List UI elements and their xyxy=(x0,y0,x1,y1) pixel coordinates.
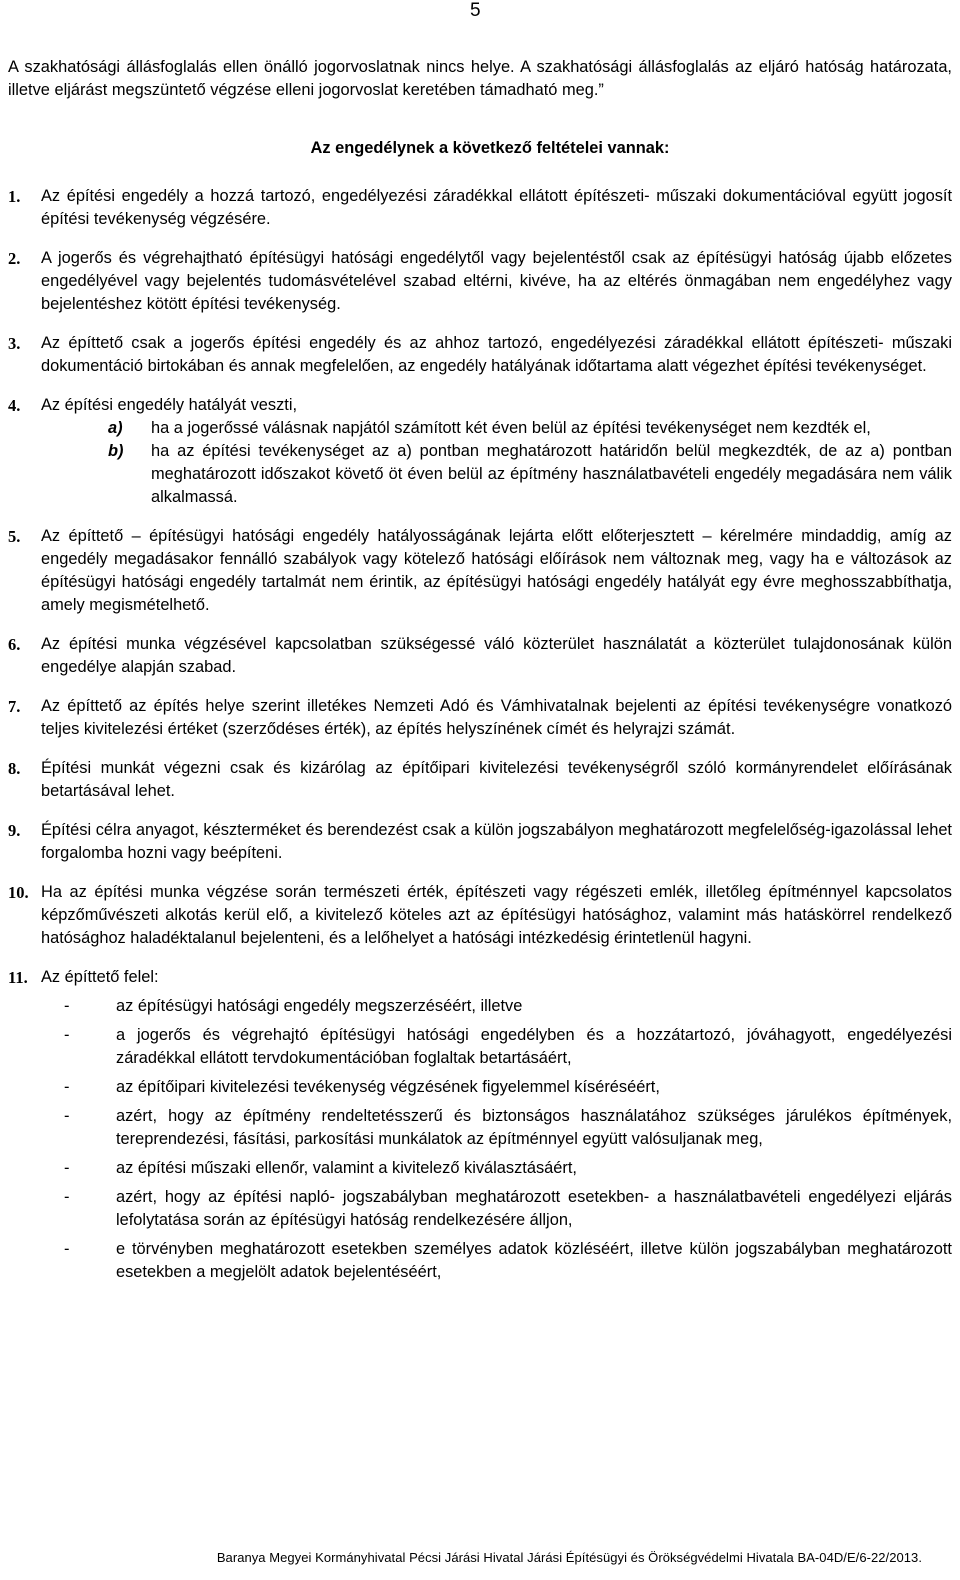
bullet-item xyxy=(41,1186,952,1232)
bullet-item xyxy=(41,1157,952,1180)
bullet-marker: - xyxy=(64,1107,70,1125)
item-text: Az építtető felel: xyxy=(41,968,159,986)
bullet-text: azért, hogy az építmény rendeltetésszerű és biztonságos használatához szükséges járulékos építmények, tereprendezési, fásítási, parkosítási munkálatok az építménnyel együtt valósuljanak meg, xyxy=(116,1107,952,1148)
list-item xyxy=(8,394,952,509)
bullet-marker: - xyxy=(64,997,70,1015)
item-text: Az építési munka végzésével kapcsolatban szükségessé váló közterület használatát a közterület tulajdonosának külön engedélye alapján szabad. xyxy=(41,635,952,676)
list-item xyxy=(8,819,952,865)
sub-item-label: b) xyxy=(108,442,124,460)
item-number: 11. xyxy=(8,968,28,987)
item-number: 1. xyxy=(8,187,21,206)
sub-item-a xyxy=(108,417,952,440)
item-number: 2. xyxy=(8,249,21,268)
item-text: Ha az építési munka végzése során természeti érték, építészeti vagy régészeti emlék, illetőleg építménnyel kapcsolatos képzőművészeti alkotás kerül elő, a kivitelező köteles azt az építésügyi hatósághoz, valamint más hatáskörrel rendelkező hatósághoz haladéktalanul bejelenteni, és a lelőhelyet a hatósági intézkedésig érintetlenül hagyni. xyxy=(41,883,952,947)
bullet-text: azért, hogy az építési napló- jogszabályban meghatározott esetekben- a használatbavételi engedélyezi eljárás lefolytatása során az építésügyi hatóság rendelkezésére álljon, xyxy=(116,1188,952,1229)
sub-item-b xyxy=(108,440,952,509)
bullet-item xyxy=(41,1105,952,1151)
bullet-text: e törvényben meghatározott esetekben személyes adatok közléséért, illetve külön jogszabályban meghatározott esetekben a megjelölt adatok bejelentéséért, xyxy=(116,1240,952,1281)
page-number: 5 xyxy=(470,0,481,21)
list-item xyxy=(8,695,952,741)
item-text: Az építési engedély a hozzá tartozó, engedélyezési záradékkal ellátott építészeti- műszaki dokumentációval együtt jogosít építési tevékenység végzésére. xyxy=(41,187,952,228)
item-number: 10. xyxy=(8,883,29,902)
sub-item-text: ha az építési tevékenységet az a) pontban meghatározott határidőn belül megkezdték, de az a) pontban meghatározott időszakot követő öt éven belül az építmény használatbavételi engedély megadására nem válik alkalmassá. xyxy=(151,442,952,506)
item-number: 9. xyxy=(8,821,21,840)
list-item xyxy=(8,881,952,950)
bullet-item xyxy=(41,995,952,1018)
document-body xyxy=(8,56,952,1300)
bullet-marker: - xyxy=(64,1078,70,1096)
bullet-text: a jogerős és végrehajtó építésügyi hatósági engedélyben és a hozzátartozó, jóváhagyott, engedélyezési záradékkal ellátott tervdokumentációban foglaltak betartásáért, xyxy=(116,1026,952,1067)
item-text: Építési célra anyagot, készterméket és berendezést csak a külön jogszabályon meghatározott megfelelőség-igazolással lehet forgalomba hozni vagy beépíteni. xyxy=(41,821,952,862)
list-item xyxy=(8,247,952,316)
item-number: 8. xyxy=(8,759,21,778)
list-item xyxy=(8,332,952,378)
list-item xyxy=(8,185,952,231)
list-item xyxy=(8,757,952,803)
sub-item-text: ha a jogerőssé válásnak napjától számított két éven belül az építési tevékenységet nem kezdték el, xyxy=(151,419,871,437)
bullet-marker: - xyxy=(64,1159,70,1177)
item-number: 5. xyxy=(8,527,21,546)
bullet-marker: - xyxy=(64,1188,70,1206)
item-text: Az építtető – építésügyi hatósági engedély hatályosságának lejárta előtt előterjesztett – kérelmére mindaddig, amíg az engedély megadásakor fennálló szabályok vagy kötelező hatósági előírások nem változnak meg, vagy ha e változások az építésügyi hatósági engedély tartalmát nem érintik, az építésügyi hatósági engedély hatályát egy évre meghosszabbíthatja, amely megismételhető. xyxy=(41,527,952,614)
item-number: 7. xyxy=(8,697,21,716)
sub-item-label: a) xyxy=(108,419,123,437)
item-number: 6. xyxy=(8,635,21,654)
bullet-item xyxy=(41,1238,952,1284)
bullet-text: az építőipari kivitelezési tevékenység végzésének figyelemmel kíséréséért, xyxy=(116,1078,660,1096)
item-text: Az építtető csak a jogerős építési engedély és az ahhoz tartozó, engedélyezési záradékkal ellátott építészeti- műszaki dokumentáció birtokában és annak megfelelően, az engedély hatályának időtartama alatt végezhet építési tevékenységet. xyxy=(41,334,952,375)
list-item xyxy=(8,633,952,679)
page-footer: Baranya Megyei Kormányhivatal Pécsi Járási Hivatal Járási Építésügyi és Örökségvédelmi Hivatala BA-04D/E/6-22/2013. xyxy=(216,1550,922,1565)
bullet-text: az építésügyi hatósági engedély megszerzéséért, illetve xyxy=(116,997,523,1015)
list-item xyxy=(8,966,952,1284)
item-text: A jogerős és végrehajtható építésügyi hatósági engedélytől vagy bejelentéstől csak az építésügyi hatóság újabb előzetes engedélyével vagy bejelentés tudomásvételével szabad eltérni, kivéve, ha az eltérés önmagában nem engedélyhez vagy bejelentéshez kötött építési tevékenység. xyxy=(41,249,952,313)
bullet-text: az építési műszaki ellenőr, valamint a kivitelező kiválasztásáért, xyxy=(116,1159,577,1177)
bullet-marker: - xyxy=(64,1026,70,1044)
item-text: Építési munkát végezni csak és kizárólag az építőipari kivitelezési tevékenységről szóló kormányrendelet előírásának betartásával lehet. xyxy=(41,759,952,800)
item-number: 4. xyxy=(8,396,21,415)
bullet-item xyxy=(41,1024,952,1070)
section-heading: Az engedélynek a következő feltételei vannak: xyxy=(310,139,670,157)
bullet-marker: - xyxy=(64,1240,70,1258)
intro-paragraph: A szakhatósági állásfoglalás ellen önálló jogorvoslatnak nincs helye. A szakhatósági állásfoglalás az eljáró hatóság határozata, illetve eljárást megszüntető végzése elleni jogorvoslat keretében támadható meg.” xyxy=(8,58,952,99)
item-text: Az építési engedély hatályát veszti, xyxy=(41,396,298,414)
bullet-item xyxy=(41,1076,952,1099)
list-item xyxy=(8,525,952,617)
item-number: 3. xyxy=(8,334,21,353)
item-text: Az építtető az építés helye szerint illetékes Nemzeti Adó és Vámhivatalnak bejelenti az építési tevékenységre vonatkozó teljes kivitelezési értéket (szerződéses érték), az építés helyszínének címét és helyrajzi számát. xyxy=(41,697,952,738)
